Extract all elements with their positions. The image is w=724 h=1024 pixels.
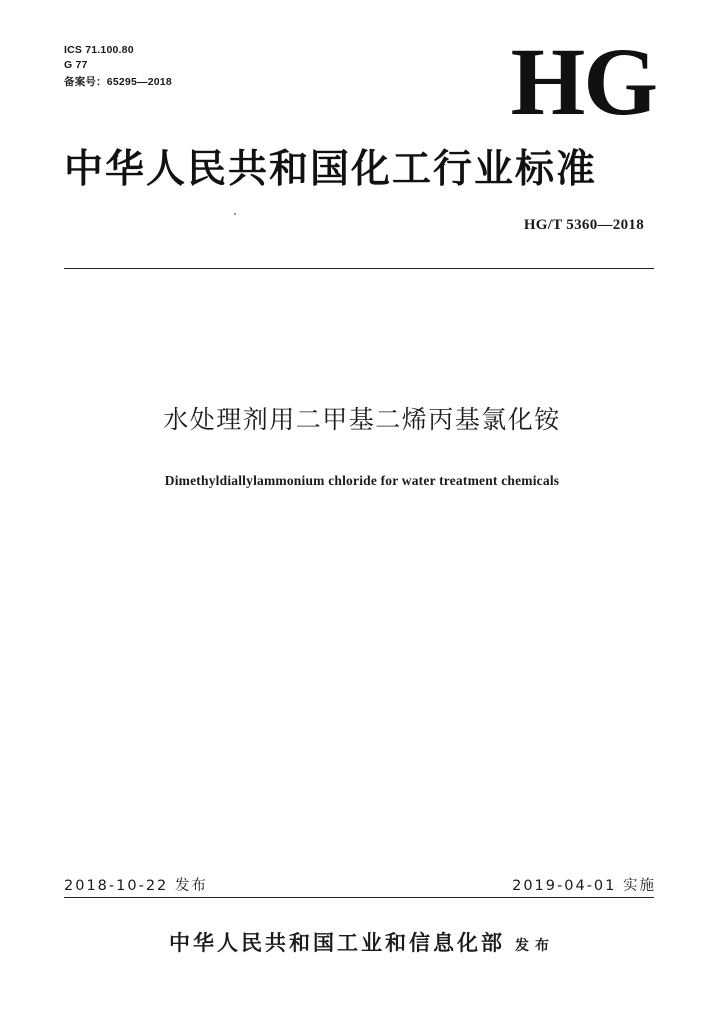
implementation-date: 2019-04-01 实施 bbox=[512, 878, 656, 894]
top-divider bbox=[64, 268, 654, 269]
bottom-divider bbox=[64, 897, 654, 898]
hg-logo: HG bbox=[510, 28, 656, 135]
record-number: 备案号：65295—2018 bbox=[64, 76, 172, 88]
issuer-line bbox=[0, 929, 724, 960]
issuer-name: 中华人民共和国工业和信息化部 bbox=[169, 930, 505, 955]
document-title-cn: 水处理剂用二甲基二烯丙基氯化铵 bbox=[163, 405, 561, 434]
ics-code: ICS 71.100.80 bbox=[64, 44, 134, 56]
standard-number: HG/T 5360—2018 bbox=[523, 217, 644, 233]
scan-speck bbox=[234, 213, 236, 215]
issuer-suffix: 发布 bbox=[515, 938, 555, 954]
classification-code: G 77 bbox=[64, 59, 88, 71]
standard-title: 中华人民共和国化工行业标准 bbox=[64, 146, 598, 192]
document-title-en: Dimethyldiallylammonium chloride for water treatment chemicals bbox=[164, 473, 560, 488]
issue-date: 2018-10-22 发布 bbox=[64, 878, 208, 894]
